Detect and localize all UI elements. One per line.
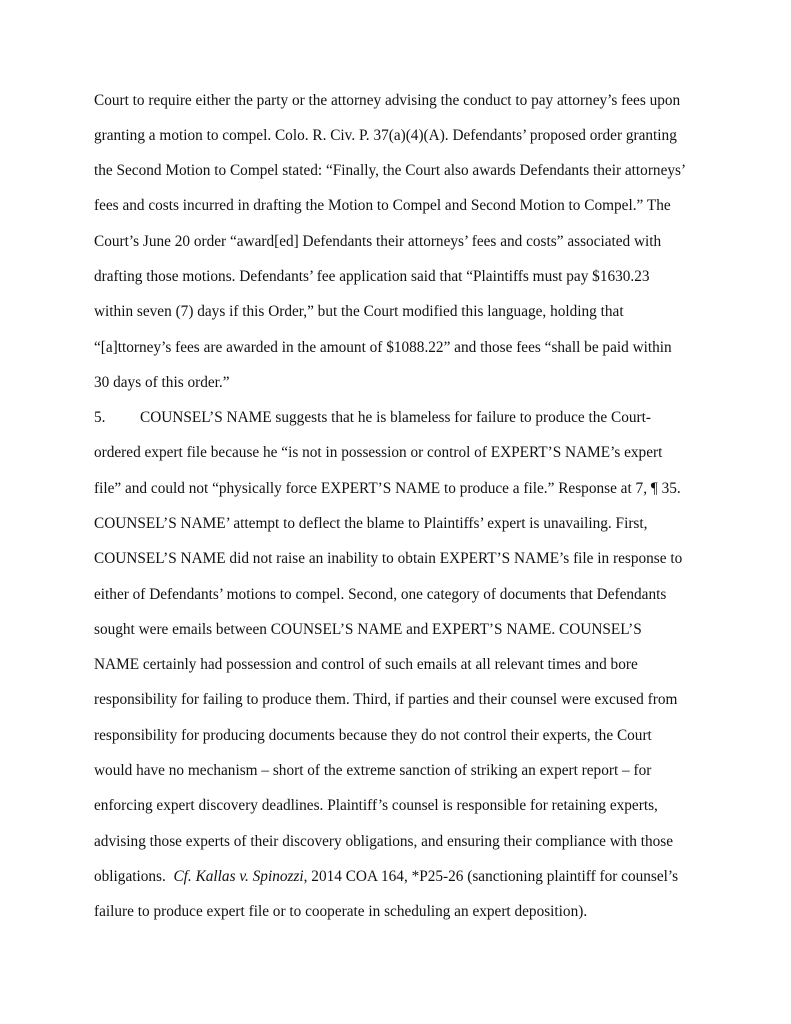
body-text-line: responsibility for failing to produce them. Third, if parties and their counsel were excused from [94,691,678,708]
paragraph-number: 5. [94,409,106,426]
body-text-line: either of Defendants’ motions to compel. Second, one category of documents that Defendants [94,586,667,603]
body-text-line: advising those experts of their discovery obligations, and ensuring their compliance with those [94,833,674,850]
body-text-span: obligations. [94,868,174,885]
paragraph-5-first-line [94,408,651,428]
case-citation-name: Cf. Kallas v. Spinozzi [173,868,304,885]
body-text-line: granting a motion to compel. Colo. R. Civ. P. 37(a)(4)(A). Defendants’ proposed order granting [94,127,677,144]
body-text-line: the Second Motion to Compel stated: “Finally, the Court also awards Defendants their attorneys’ [94,162,687,179]
body-text-line: failure to produce expert file or to cooperate in scheduling an expert deposition). [94,903,588,920]
body-text-line: COUNSEL’S NAME did not raise an inability to obtain EXPERT’S NAME’s file in response to [94,550,683,567]
body-text-line: NAME certainly had possession and control of such emails at all relevant times and bore [94,656,638,673]
body-text-line: fees and costs incurred in drafting the Motion to Compel and Second Motion to Compel.” The [94,197,671,214]
body-text-line: ordered expert file because he “is not in possession or control of EXPERT’S NAME’s expert [94,444,663,461]
body-text-line: COUNSEL’S NAME’ attempt to deflect the blame to Plaintiffs’ expert is unavailing. First, [94,515,648,532]
body-text-line: would have no mechanism – short of the extreme sanction of striking an expert report – for [94,762,652,779]
body-text-line: within seven (7) days if this Order,” but the Court modified this language, holding that [94,303,624,320]
body-text-span: , 2014 COA 164, *P25-26 (sanctioning plaintiff for counsel’s [303,868,679,885]
body-text-line: Court to require either the party or the attorney advising the conduct to pay attorney’s fees upon [94,92,681,109]
body-text-line: enforcing expert discovery deadlines. Plaintiff’s counsel is responsible for retaining experts, [94,797,658,814]
body-text-line: file” and could not “physically force EXPERT’S NAME to produce a file.” Response at 7, ¶ 35. [94,480,681,497]
body-text-span: COUNSEL’S NAME suggests that he is blameless for failure to produce the Court- [140,409,651,426]
body-text-line: sought were emails between COUNSEL’S NAME and EXPERT’S NAME. COUNSEL’S [94,621,642,638]
citation-line [94,867,678,887]
body-text-line: Court’s June 20 order “award[ed] Defendants their attorneys’ fees and costs” associated with [94,233,662,250]
body-text-line: “[a]ttorney’s fees are awarded in the amount of $1088.22” and those fees “shall be paid within [94,339,672,356]
body-text-line: responsibility for producing documents because they do not control their experts, the Court [94,727,652,744]
body-text-line: 30 days of this order.” [94,374,230,391]
body-text-line: drafting those motions. Defendants’ fee application said that “Plaintiffs must pay $1630.23 [94,268,650,285]
